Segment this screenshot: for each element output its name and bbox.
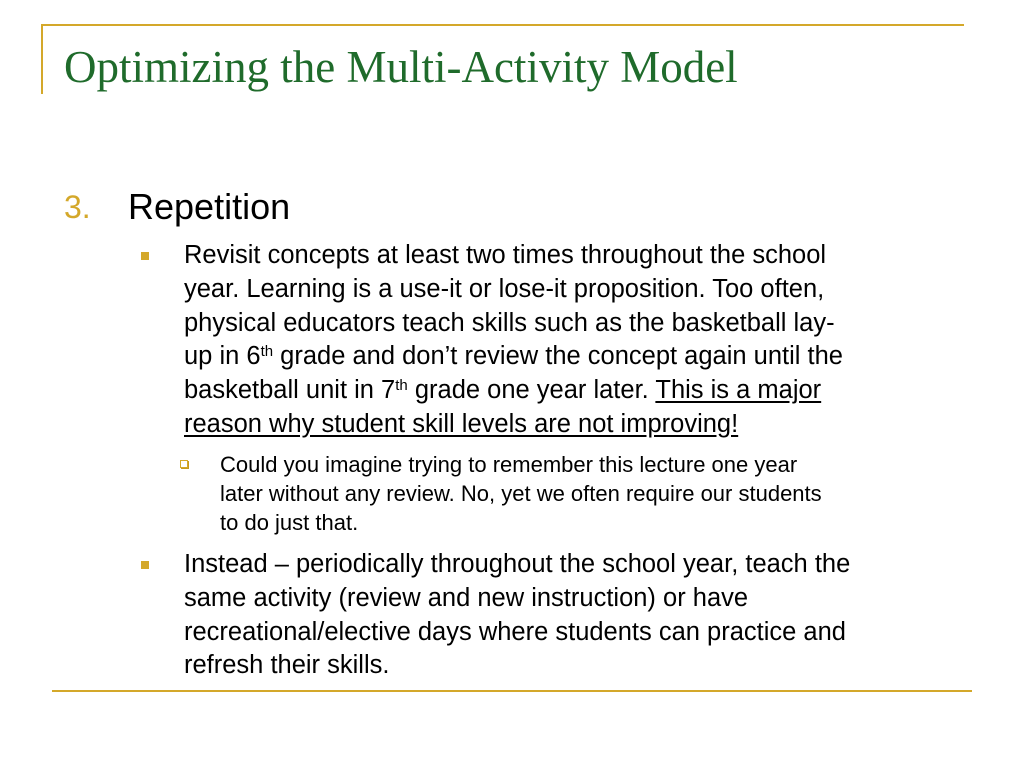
item-number: 3. [64, 189, 91, 225]
ordinal-suffix: th [395, 376, 408, 394]
bullet1-line [184, 408, 843, 442]
bullet-instead [184, 548, 850, 683]
ordinal-suffix: th [260, 343, 274, 361]
title-frame-top-rule [41, 24, 964, 26]
sub-bullet-line: to do just that. [220, 510, 359, 535]
bullet2-line: recreational/elective days where students can practice and [184, 617, 846, 646]
square-bullet-icon [141, 561, 149, 569]
bullet1-line: physical educators teach skills such as the basketball lay- [184, 308, 835, 337]
bullet-revisit-concepts [184, 239, 843, 442]
bullet2-line: same activity (review and new instruction) or have [184, 583, 749, 612]
bullet1-line [184, 340, 843, 374]
sub-bullet-line: Could you imagine trying to remember this lecture one year [220, 452, 798, 477]
bullet1-text: basketball unit in 7 [184, 376, 396, 405]
slide-title: Optimizing the Multi-Activity Model [64, 42, 738, 92]
bottom-divider-rule [52, 690, 972, 692]
bullet1-text: grade and don’t review the concept again until the [273, 342, 843, 371]
bullet2-line: refresh their skills. [184, 651, 390, 680]
bullet1-text: up in 6 [184, 342, 261, 371]
sub-bullet-line: later without any review. No, yet we often require our students [220, 481, 822, 506]
bullet2-line: Instead – periodically throughout the school year, teach the [184, 550, 851, 578]
bullet1-line: year. Learning is a use-it or lose-it proposition. Too often, [184, 274, 825, 303]
square-bullet-icon [141, 252, 149, 260]
emphasis-underlined-text: This is a major [655, 376, 822, 405]
emphasis-underlined-text: reason why student skill levels are not improving! [184, 409, 739, 438]
bullet1-line: Revisit concepts at least two times throughout the school [184, 241, 827, 269]
hollow-square-bullet-icon [180, 460, 188, 468]
title-frame-left-rule [41, 24, 43, 94]
bullet1-text: grade one year later. [407, 376, 656, 405]
item-heading: Repetition [128, 186, 291, 227]
bullet1-line [184, 374, 843, 408]
sub-bullet-imagine [220, 450, 822, 537]
